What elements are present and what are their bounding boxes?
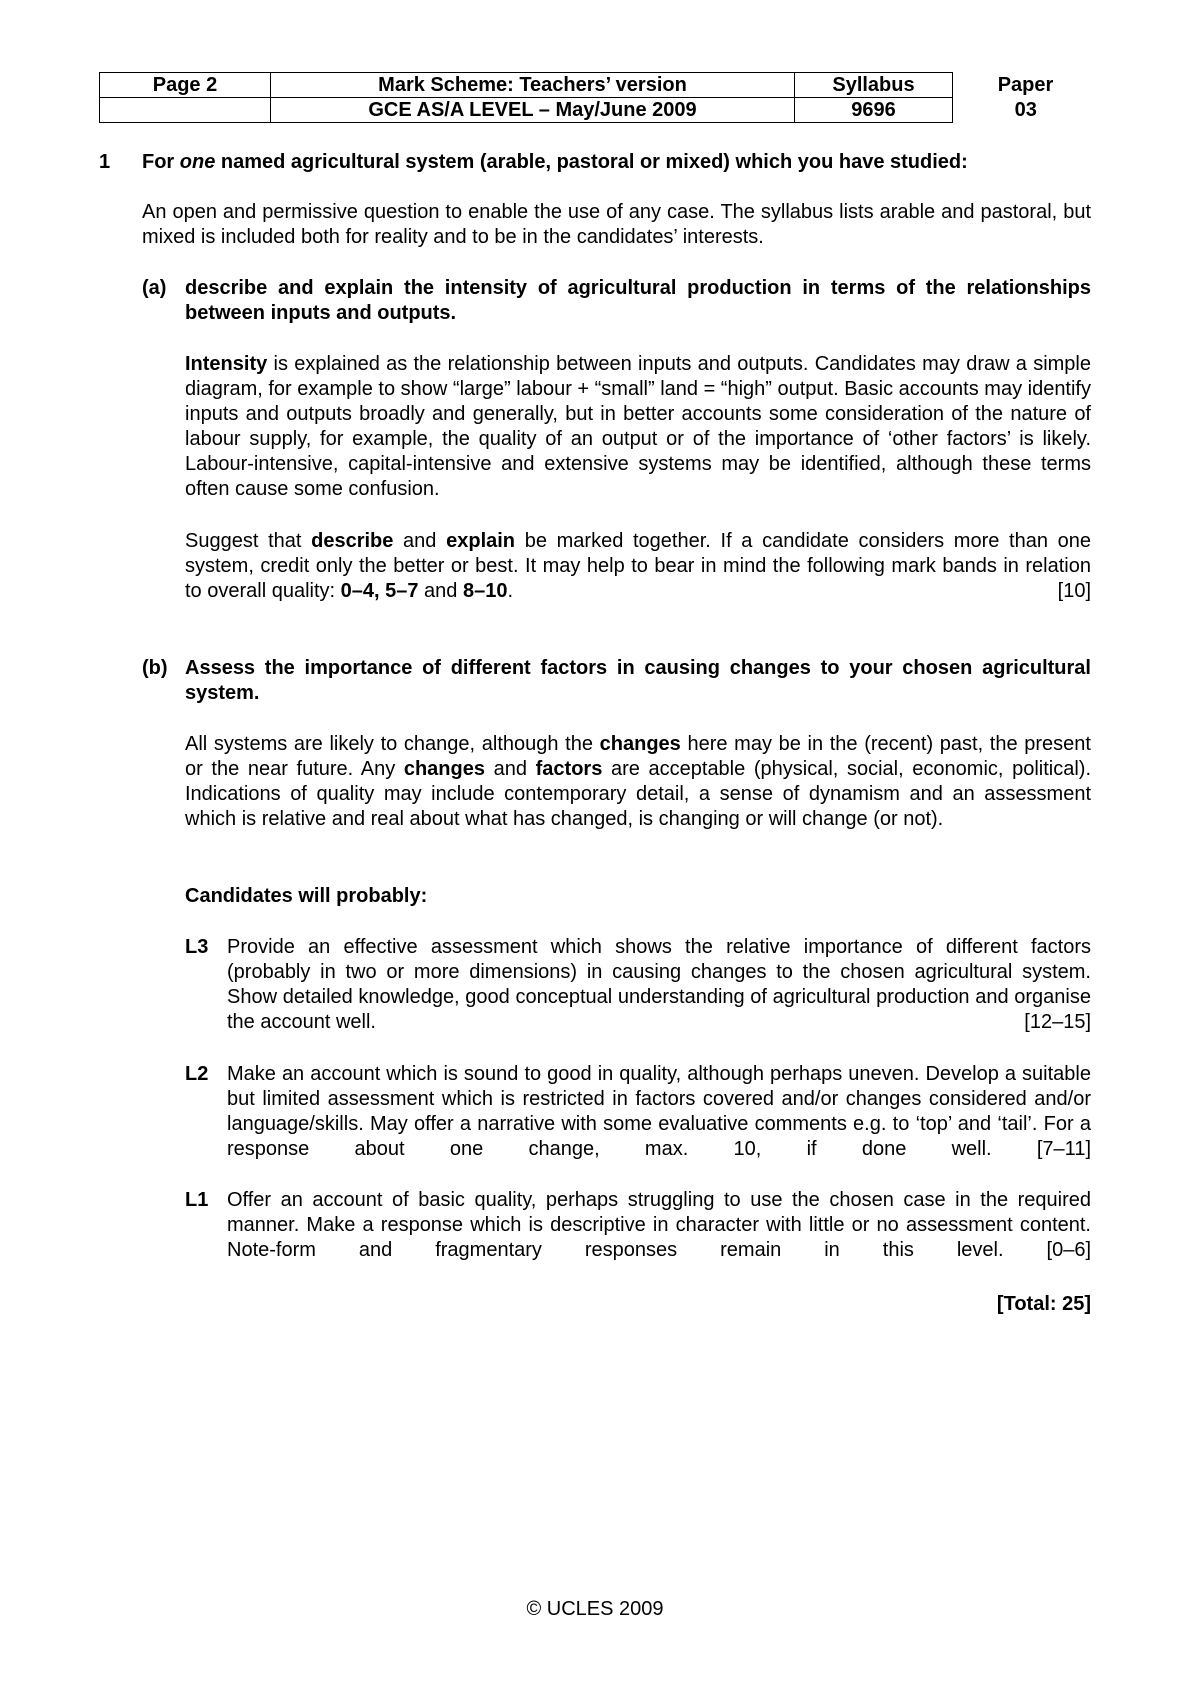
question-intro: An open and permissive question to enable the use of any case. The syllabus lists arable and pastoral, but mixed is included both for reality and to be in the candidates’ interests. <box>142 201 1091 248</box>
candidates-heading: Candidates will probably: <box>185 885 428 907</box>
question-number: 1 <box>99 151 111 173</box>
level-code: L2 <box>185 1063 209 1085</box>
level-mark: [7–11] <box>1036 1138 1091 1160</box>
header-syllabus-code: 9696 <box>795 98 953 123</box>
part-b-label: (b) <box>142 657 168 679</box>
header-paper-number: 03 <box>1014 98 1037 121</box>
header-exam: GCE AS/A LEVEL – May/June 2009 <box>271 98 795 123</box>
part-a-label: (a) <box>142 277 167 299</box>
question-stem-emphasis: one <box>179 151 216 173</box>
question-stem: For one named agricultural system (arable, pastoral or mixed) which you have studied: <box>142 151 968 173</box>
part-a-mark: [10] <box>1057 580 1091 602</box>
header-page: Page 2 <box>100 73 271 98</box>
level-mark: [0–6] <box>1046 1239 1091 1261</box>
level-descriptor: Make an account which is sound to good in quality, although perhaps uneven. Develop a suitable but limited assessment which is restricted in factors covered and/or changes considered and/or language/skills. May offer a narrative with some evaluative comments e.g. to ‘top’ and ‘tail’. For a response about one change, max. 10, if done well. [7–11] <box>227 1063 1091 1160</box>
part-a-paragraph-1: Intensity is explained as the relationship between inputs and outputs. Candidates may draw a simple diagram, for example to show “large” labour + “small” land = “high” output. Basic accounts may identify inputs and outputs broadly and generally, but in better accounts some consideration of the nature of labour supply, for example, the quality of an output or of the importance of ‘other factors’ is likely. Labour-intensive, capital-intensive and extensive systems may be identified, although these terms often cause some confusion. <box>185 353 1091 500</box>
level-code: L3 <box>185 936 209 958</box>
level-mark: [12–15] <box>1024 1011 1091 1033</box>
part-b-paragraph: All systems are likely to change, although the changes here may be in the (recent) past, the present or the near future. Any changes and factors are acceptable (physical, social, economic, political). Indications of quality may include contemporary detail, a sense of dynamism and an assessment which is relative and real about what has changed, is changing or will change (or not). <box>185 733 1092 830</box>
header-table <box>99 72 1099 123</box>
part-b-question: Assess the importance of different factors in causing changes to your chosen agricultural system. <box>185 657 1091 704</box>
total-mark: [Total: 25] <box>996 1293 1091 1315</box>
header-empty-cell <box>100 98 271 123</box>
level-descriptor: Provide an effective assessment which shows the relative importance of different factors (probably in two or more dimensions) in causing changes to the chosen agricultural system. Show detailed knowledge, good conceptual understanding of agricultural production and organise the account well. [12–15] <box>227 936 1091 1033</box>
header-paper-label: Paper <box>997 73 1054 96</box>
part-a-paragraph-2: Suggest that describe and explain be marked together. If a candidate considers more than one system, credit only the better or best. It may help to bear in mind the following mark bands in relation to overall quality: 0–4, 5–7 and 8–10. [10] <box>185 530 1092 602</box>
level-code: L1 <box>185 1189 209 1211</box>
header-syllabus-label: Syllabus <box>795 73 953 98</box>
level-descriptor: Offer an account of basic quality, perhaps struggling to use the chosen case in the required manner. Make a response which is descriptive in character with little or no assessment content. Note-form and fragmentary responses remain in this level. [0–6] <box>227 1189 1091 1261</box>
footer-copyright: © UCLES 2009 <box>526 1598 664 1620</box>
header-scheme: Mark Scheme: Teachers’ version <box>271 73 795 98</box>
part-a-question: describe and explain the intensity of agricultural production in terms of the relationships between inputs and outputs. <box>185 277 1091 324</box>
